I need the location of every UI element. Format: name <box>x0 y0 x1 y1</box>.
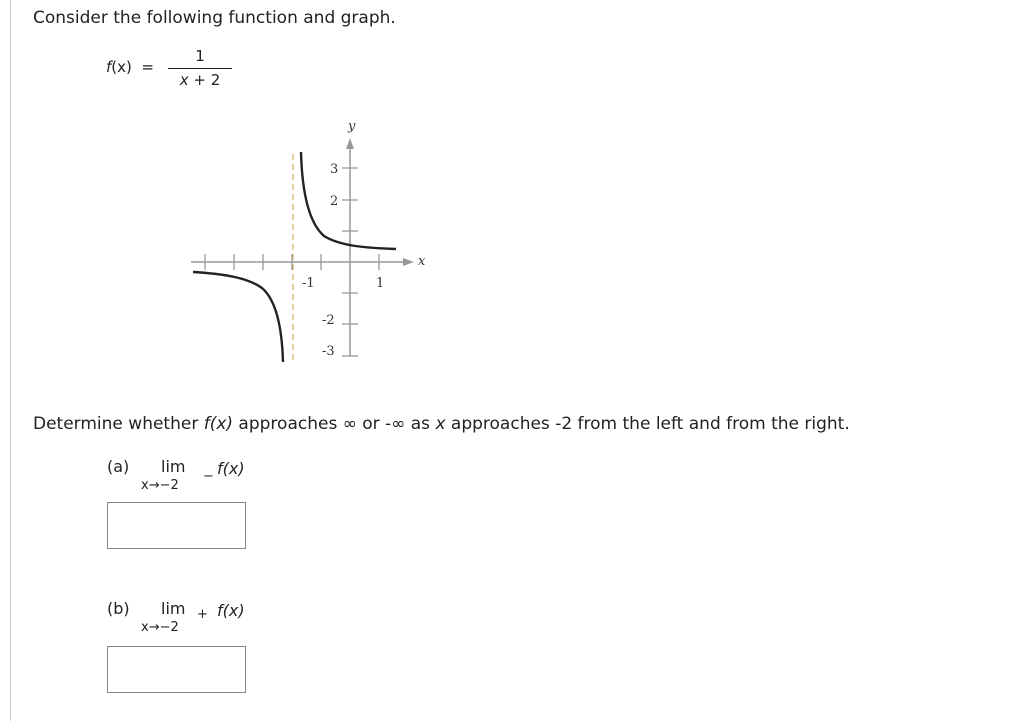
intro-text: Consider the following function and graph. <box>33 8 396 28</box>
x-axis-arrow <box>403 258 414 266</box>
curve-left-branch <box>193 272 283 362</box>
x-tick-label-neg1: -1 <box>302 276 315 291</box>
part-b-lim: lim <box>161 599 186 618</box>
part-a-sup: − <box>203 469 214 484</box>
denominator-var: x <box>179 71 189 89</box>
part-b-label: (b) <box>107 599 130 618</box>
fraction-bar <box>168 68 232 69</box>
question-part1: Determine whether <box>33 414 204 434</box>
y-axis-label: y <box>348 119 356 134</box>
question-fx: f(x) <box>203 414 234 434</box>
formula-fraction <box>168 46 232 90</box>
part-a-fx: f(x) <box>217 459 245 478</box>
y-tick-label-neg3: -3 <box>322 344 335 359</box>
denominator-rest: + 2 <box>188 71 221 89</box>
part-a-label: (a) <box>107 457 130 476</box>
part-a-sub: x→−2 <box>141 478 179 493</box>
part-a-lim: lim <box>161 457 186 476</box>
function-name: f <box>106 58 112 76</box>
question-x: x <box>435 414 446 434</box>
function-var: x <box>117 58 127 76</box>
formula-lhs: f(x) = <box>106 58 154 76</box>
y-tick-label-2: 2 <box>330 194 339 209</box>
formula-denominator <box>168 70 232 90</box>
question-text <box>33 414 850 434</box>
question-part2: approaches ∞ or -∞ as <box>233 414 436 434</box>
formula-numerator: 1 <box>195 47 205 65</box>
left-border <box>10 0 11 721</box>
part-b-sup: + <box>197 607 208 622</box>
y-axis-arrow <box>346 138 354 149</box>
part-b-fx: f(x) <box>217 601 245 620</box>
part-b-answer-input[interactable] <box>107 646 246 693</box>
y-tick-label-3: 3 <box>330 162 339 177</box>
x-axis-label: x <box>418 254 426 269</box>
part-a-answer-input[interactable] <box>107 502 246 549</box>
x-tick-label-1: 1 <box>376 276 385 291</box>
part-b-sub: x→−2 <box>141 620 179 635</box>
question-part3: approaches -2 from the left and from the right. <box>445 414 850 434</box>
y-tick-label-neg2: -2 <box>322 313 335 328</box>
function-graph <box>186 112 436 372</box>
